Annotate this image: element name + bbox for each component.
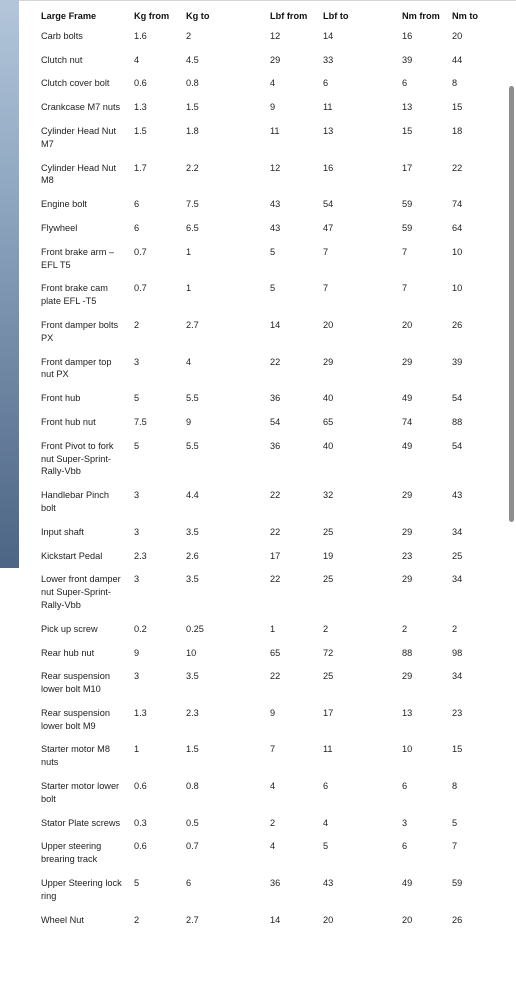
value-cell: 9 — [270, 102, 276, 113]
value-cell: 5 — [134, 393, 140, 404]
table-row — [33, 195, 483, 219]
value-cell: 33 — [323, 54, 334, 65]
value-cell: 64 — [452, 222, 463, 233]
value-cell: 8 — [452, 781, 458, 792]
table-row — [33, 98, 483, 122]
value-cell: 9 — [270, 707, 276, 718]
value-cell: 36 — [270, 878, 281, 889]
value-cell: 29 — [323, 356, 334, 367]
value-cell: 2 — [134, 319, 140, 330]
value-cell: 40 — [323, 440, 334, 451]
value-cell: 2 — [323, 623, 329, 634]
value-cell: 74 — [452, 199, 463, 210]
value-cell: 0.7 — [134, 246, 147, 257]
table-row — [33, 219, 483, 243]
component-cell: Front damper bolts PX — [41, 319, 119, 343]
value-cell: 15 — [452, 744, 463, 755]
component-cell: Front Pivot to fork nut Super-Sprint-Rally-Vbb — [41, 440, 114, 477]
value-cell: 34 — [452, 671, 463, 682]
value-cell: 16 — [402, 30, 413, 41]
value-cell: 6 — [134, 222, 140, 233]
value-cell: 14 — [270, 914, 281, 925]
value-cell: 8 — [452, 78, 458, 89]
scrollbar-thumb[interactable] — [509, 86, 514, 522]
value-cell: 2 — [134, 914, 140, 925]
value-cell: 74 — [402, 416, 413, 427]
value-cell: 26 — [452, 914, 463, 925]
value-cell: 7 — [323, 246, 329, 257]
value-cell: 17 — [323, 707, 334, 718]
table-row — [33, 523, 483, 547]
value-cell: 72 — [323, 647, 334, 658]
component-cell: Stator Plate screws — [41, 817, 121, 828]
value-cell: 25 — [323, 526, 334, 537]
table-row — [33, 389, 483, 413]
value-cell: 4 — [270, 781, 276, 792]
table-body — [33, 27, 483, 935]
value-cell: 4 — [270, 78, 276, 89]
value-cell: 7 — [270, 744, 276, 755]
value-cell: 39 — [452, 356, 463, 367]
header-cell: Lbf from — [270, 11, 308, 21]
table-row — [33, 122, 483, 159]
value-cell: 22 — [452, 162, 463, 173]
table-row — [33, 704, 483, 741]
header-cell: Kg to — [186, 11, 210, 21]
value-cell: 11 — [323, 744, 333, 755]
component-cell: Flywheel — [41, 222, 78, 233]
component-cell: Clutch cover bolt — [41, 78, 110, 89]
value-cell: 2 — [270, 817, 276, 828]
header-row — [33, 4, 483, 27]
value-cell: 2.3 — [134, 550, 147, 561]
value-cell: 5.5 — [186, 440, 199, 451]
value-cell: 43 — [270, 222, 281, 233]
component-cell: Front hub nut — [41, 416, 96, 427]
table-row — [33, 74, 483, 98]
value-cell: 5 — [452, 817, 458, 828]
value-cell: 3.5 — [186, 671, 199, 682]
header-cell: Kg from — [134, 11, 170, 21]
component-cell: Rear hub nut — [41, 647, 95, 658]
value-cell: 25 — [452, 550, 463, 561]
component-cell: Lower front damper nut Super-Sprint-Rally-Vbb — [41, 574, 121, 610]
table-row — [33, 27, 483, 51]
table-row — [33, 51, 483, 75]
value-cell: 25 — [323, 574, 334, 585]
value-cell: 65 — [323, 416, 334, 427]
value-cell: 59 — [402, 222, 413, 233]
value-cell: 0.8 — [186, 78, 199, 89]
table-row — [33, 547, 483, 571]
value-cell: 6 — [402, 781, 408, 792]
value-cell: 32 — [323, 490, 334, 501]
value-cell: 14 — [270, 319, 281, 330]
value-cell: 4.5 — [186, 54, 199, 65]
value-cell: 23 — [402, 550, 413, 561]
value-cell: 0.25 — [186, 623, 204, 634]
value-cell: 22 — [270, 526, 281, 537]
value-cell: 6.5 — [186, 222, 199, 233]
value-cell: 10 — [452, 283, 463, 294]
value-cell: 18 — [452, 125, 463, 136]
value-cell: 2.3 — [186, 707, 199, 718]
value-cell: 88 — [452, 416, 463, 427]
component-cell: Front brake arm – EFL T5 — [41, 246, 115, 270]
value-cell: 6 — [186, 878, 192, 889]
value-cell: 2 — [402, 623, 408, 634]
component-cell: Front damper top nut PX — [41, 356, 112, 380]
table-row — [33, 620, 483, 644]
value-cell: 0.7 — [186, 841, 199, 852]
value-cell: 7 — [323, 283, 329, 294]
value-cell: 4 — [186, 356, 192, 367]
torque-table — [33, 4, 483, 934]
value-cell: 2 — [186, 30, 192, 41]
value-cell: 6 — [402, 78, 408, 89]
table-row — [33, 279, 483, 316]
value-cell: 15 — [452, 102, 463, 113]
value-cell: 29 — [402, 526, 413, 537]
value-cell: 3 — [402, 817, 408, 828]
value-cell: 34 — [452, 574, 463, 585]
value-cell: 22 — [270, 490, 281, 501]
value-cell: 36 — [270, 440, 281, 451]
value-cell: 9 — [186, 416, 192, 427]
value-cell: 5 — [134, 878, 140, 889]
value-cell: 11 — [323, 102, 333, 113]
value-cell: 1.5 — [134, 125, 147, 136]
value-cell: 20 — [402, 319, 413, 330]
value-cell: 2.2 — [186, 162, 199, 173]
value-cell: 11 — [270, 125, 280, 136]
component-cell: Starter motor lower bolt — [41, 781, 120, 804]
value-cell: 29 — [402, 574, 413, 585]
value-cell: 44 — [452, 54, 463, 65]
table-row — [33, 353, 483, 390]
component-cell: Engine bolt — [41, 199, 87, 210]
value-cell: 0.7 — [134, 283, 147, 294]
value-cell: 43 — [270, 199, 281, 210]
side-gradient-bar — [0, 0, 19, 568]
value-cell: 1.7 — [134, 162, 147, 173]
value-cell: 10 — [452, 246, 463, 257]
value-cell: 36 — [270, 393, 281, 404]
value-cell: 0.6 — [134, 841, 147, 852]
value-cell: 34 — [452, 526, 463, 537]
value-cell: 26 — [452, 319, 463, 330]
value-cell: 29 — [402, 671, 413, 682]
table-row — [33, 874, 483, 911]
value-cell: 20 — [452, 30, 463, 41]
value-cell: 29 — [270, 54, 281, 65]
value-cell: 0.6 — [134, 781, 147, 792]
value-cell: 49 — [402, 440, 413, 451]
table-row — [33, 814, 483, 838]
header-cell: Lbf to — [323, 11, 349, 21]
value-cell: 5 — [323, 841, 329, 852]
value-cell: 5 — [270, 246, 276, 257]
header-cell: Large Frame — [41, 11, 97, 21]
component-cell: Starter motor M8 nuts — [41, 744, 110, 768]
table-row — [33, 486, 483, 523]
value-cell: 1 — [186, 246, 192, 257]
value-cell: 1.8 — [186, 125, 199, 136]
table-row — [33, 644, 483, 668]
value-cell: 6 — [323, 781, 329, 792]
value-cell: 0.8 — [186, 781, 199, 792]
value-cell: 2.7 — [186, 914, 199, 925]
value-cell: 23 — [452, 707, 463, 718]
value-cell: 29 — [402, 490, 413, 501]
value-cell: 49 — [402, 393, 413, 404]
component-cell: Clutch nut — [41, 54, 83, 65]
component-cell: Upper Steering lock ring — [41, 878, 122, 901]
value-cell: 10 — [186, 647, 197, 658]
value-cell: 1 — [270, 623, 276, 634]
value-cell: 4 — [134, 54, 140, 65]
value-cell: 1.5 — [186, 102, 199, 113]
value-cell: 4 — [270, 841, 276, 852]
component-cell: Front hub — [41, 393, 81, 404]
value-cell: 40 — [323, 393, 334, 404]
value-cell: 2.7 — [186, 319, 199, 330]
value-cell: 20 — [323, 319, 334, 330]
value-cell: 15 — [402, 125, 413, 136]
value-cell: 0.6 — [134, 78, 147, 89]
value-cell: 3 — [134, 490, 140, 501]
table-row — [33, 837, 483, 874]
component-cell: Cylinder Head Nut M8 — [41, 162, 117, 186]
component-cell: Crankcase M7 nuts — [41, 102, 121, 113]
value-cell: 22 — [270, 356, 281, 367]
value-cell: 22 — [270, 574, 281, 585]
value-cell: 43 — [323, 878, 334, 889]
value-cell: 17 — [402, 162, 413, 173]
value-cell: 14 — [323, 30, 334, 41]
value-cell: 10 — [402, 744, 413, 755]
value-cell: 1.3 — [134, 102, 147, 113]
value-cell: 88 — [402, 647, 413, 658]
value-cell: 3.5 — [186, 574, 199, 585]
value-cell: 98 — [452, 647, 463, 658]
value-cell: 2 — [452, 623, 458, 634]
value-cell: 7.5 — [186, 199, 199, 210]
value-cell: 25 — [323, 671, 334, 682]
component-cell: Input shaft — [41, 526, 84, 537]
value-cell: 6 — [134, 199, 140, 210]
value-cell: 7 — [452, 841, 458, 852]
value-cell: 12 — [270, 30, 281, 41]
value-cell: 43 — [452, 490, 463, 501]
table-row — [33, 437, 483, 486]
value-cell: 4.4 — [186, 490, 199, 501]
value-cell: 7 — [402, 246, 408, 257]
value-cell: 1.5 — [186, 744, 199, 755]
value-cell: 20 — [402, 914, 413, 925]
value-cell: 12 — [270, 162, 281, 173]
component-cell: Handlebar Pinch bolt — [41, 490, 109, 513]
value-cell: 2.6 — [186, 550, 199, 561]
value-cell: 4 — [323, 817, 329, 828]
value-cell: 59 — [452, 878, 463, 889]
table-row — [33, 777, 483, 814]
value-cell: 20 — [323, 914, 334, 925]
value-cell: 1 — [186, 283, 192, 294]
value-cell: 3 — [134, 356, 140, 367]
value-cell: 3 — [134, 574, 140, 585]
component-cell: Wheel Nut — [41, 914, 84, 925]
table-row — [33, 667, 483, 704]
value-cell: 5 — [134, 440, 140, 451]
header-cell: Nm to — [452, 11, 479, 21]
value-cell: 16 — [323, 162, 334, 173]
value-cell: 3 — [134, 526, 140, 537]
table-row — [33, 570, 483, 619]
value-cell: 6 — [402, 841, 408, 852]
component-cell: Cylinder Head Nut M7 — [41, 125, 117, 149]
value-cell: 0.5 — [186, 817, 199, 828]
value-cell: 9 — [134, 647, 140, 658]
value-cell: 0.3 — [134, 817, 147, 828]
value-cell: 49 — [402, 878, 413, 889]
value-cell: 65 — [270, 647, 281, 658]
table-row — [33, 159, 483, 196]
value-cell: 13 — [402, 707, 413, 718]
component-cell: Rear suspension lower bolt M10 — [41, 671, 110, 695]
value-cell: 47 — [323, 222, 334, 233]
value-cell: 59 — [402, 199, 413, 210]
table-row — [33, 243, 483, 280]
component-cell: Upper steering brearing track — [41, 841, 102, 865]
table-row — [33, 316, 483, 353]
value-cell: 5 — [270, 283, 276, 294]
value-cell: 13 — [402, 102, 413, 113]
value-cell: 1.6 — [134, 30, 147, 41]
value-cell: 13 — [323, 125, 334, 136]
value-cell: 3.5 — [186, 526, 199, 537]
header-cell: Nm from — [402, 11, 440, 21]
value-cell: 17 — [270, 550, 281, 561]
value-cell: 19 — [323, 550, 334, 561]
value-cell: 54 — [452, 393, 463, 404]
value-cell: 1 — [134, 744, 140, 755]
value-cell: 39 — [402, 54, 413, 65]
value-cell: 22 — [270, 671, 281, 682]
value-cell: 54 — [270, 416, 281, 427]
value-cell: 29 — [402, 356, 413, 367]
value-cell: 1.3 — [134, 707, 147, 718]
value-cell: 54 — [452, 440, 463, 451]
component-cell: Rear suspension lower bolt M9 — [41, 707, 110, 731]
component-cell: Kickstart Pedal — [41, 550, 103, 561]
value-cell: 54 — [323, 199, 334, 210]
table-row — [33, 740, 483, 777]
table-row — [33, 413, 483, 437]
value-cell: 0.2 — [134, 623, 147, 634]
value-cell: 6 — [323, 78, 329, 89]
value-cell: 3 — [134, 671, 140, 682]
component-cell: Carb bolts — [41, 30, 83, 41]
component-cell: Pick up screw — [41, 623, 98, 634]
value-cell: 7.5 — [134, 416, 147, 427]
top-divider — [19, 0, 516, 1]
component-cell: Front brake cam plate EFL -T5 — [41, 283, 108, 307]
table-row — [33, 911, 483, 935]
value-cell: 5.5 — [186, 393, 199, 404]
value-cell: 7 — [402, 283, 408, 294]
